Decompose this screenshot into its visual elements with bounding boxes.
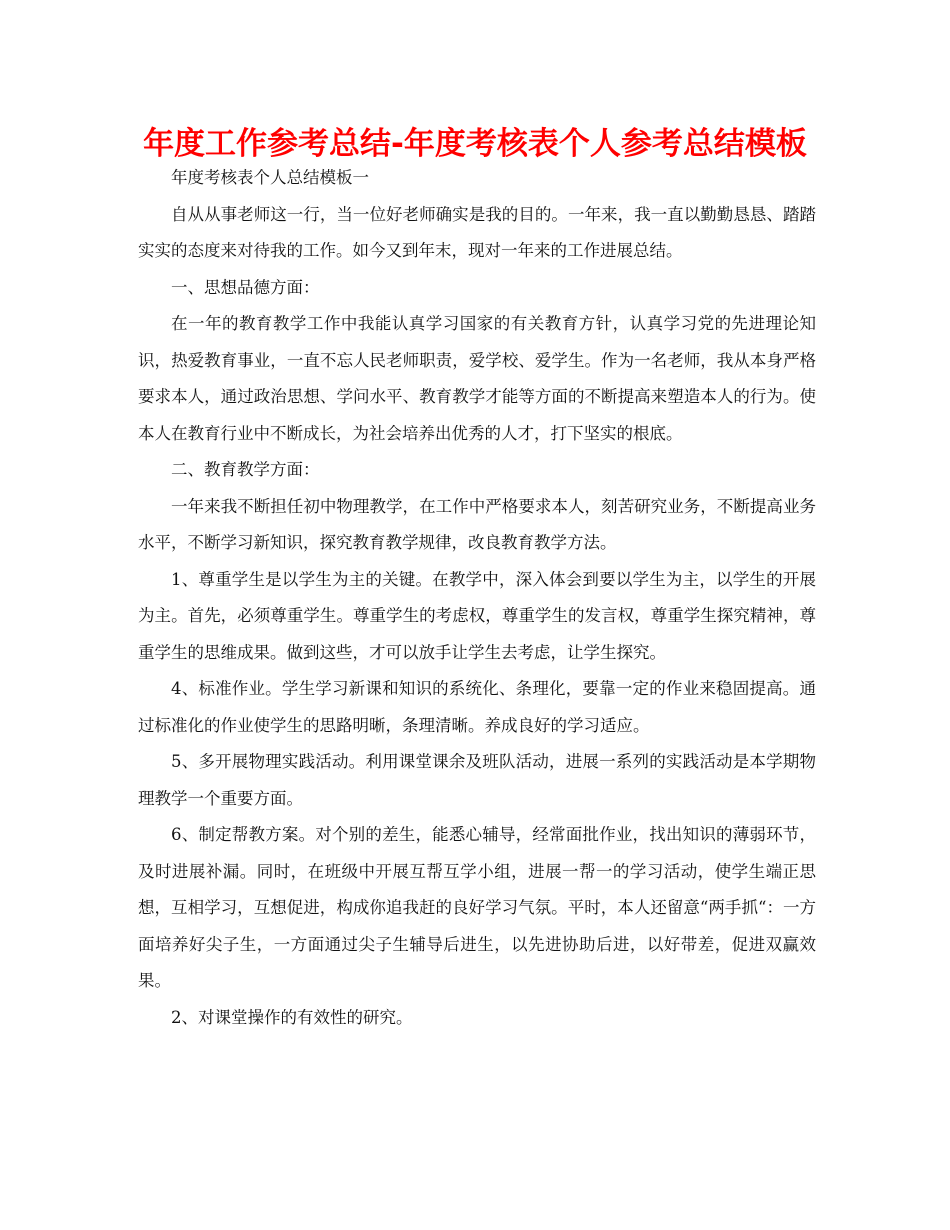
paragraph-item-4: 4、标准作业。学生学习新课和知识的系统化、条理化，要靠一定的作业来稳固提高。通过标准化的作业使学生的思路明晰，条理清晰。养成良好的学习适应。 <box>138 679 816 735</box>
paragraph-teaching: 一年来我不断担任初中物理教学，在工作中严格要求本人，刻苦研究业务，不断提高业务水平，不断学习新知识，探究教育教学规律，改良教育教学方法。 <box>138 496 816 552</box>
section-heading-morality: 一、思想品德方面： <box>171 277 320 297</box>
paragraph-intro: 自从从事老师这一行，当一位好老师确实是我的目的。一年来，我一直以勤勤恳恳、踏踏实实的态度来对待我的工作。如今又到年末，现对一年来的工作进展总结。 <box>138 204 816 260</box>
paragraph-item-2: 2、对课堂操作的有效性的研究。 <box>171 1007 413 1027</box>
paragraph-item-1: 1、尊重学生是以学生为主的关键。在教学中，深入体会到要以学生为主，以学生的开展为主。首先，必须尊重学生。尊重学生的考虑权，尊重学生的发言权，尊重学生探究精神，尊重学生的思维成果。做到这些，才可以放手让学生去考虑，让学生探究。 <box>138 569 816 662</box>
paragraph-morality: 在一年的教育教学工作中我能认真学习国家的有关教育方针，认真学习党的先进理论知识，热爱教育事业，一直不忘人民老师职责，爱学校、爱学生。作为一名老师，我从本身严格要求本人，通过政治思想、学问水平、教育教学才能等方面的不断提高来塑造本人的行为。使本人在教育行业中不断成长，为社会培养出优秀的人才，打下坚实的根底。 <box>138 314 816 443</box>
paragraph-subtitle: 年度考核表个人总结模板一 <box>171 168 369 187</box>
section-heading-teaching: 二、教育教学方面： <box>171 460 320 479</box>
paragraph-item-5: 5、多开展物理实践活动。利用课堂课余及班队活动，进展一系列的实践活动是本学期物理教学一个重要方面。 <box>138 752 816 808</box>
document-title: 年度工作参考总结-年度考核表个人参考总结模板 <box>143 126 807 162</box>
paragraph-item-6: 6、制定帮教方案。对个别的差生，能悉心辅导，经常面批作业，找出知识的薄弱环节，及时进展补漏。同时，在班级中开展互帮互学小组，进展一帮一的学习活动，使学生端正思想，互相学习，互想促进，构成你追我赶的良好学习气氛。平时，本人还留意“两手抓“：一方面培养好尖子生，一方面通过尖子生辅导后进生，以先进协助后进，以好带差，促进双赢效果。 <box>138 825 816 990</box>
document-body <box>138 160 816 1036</box>
